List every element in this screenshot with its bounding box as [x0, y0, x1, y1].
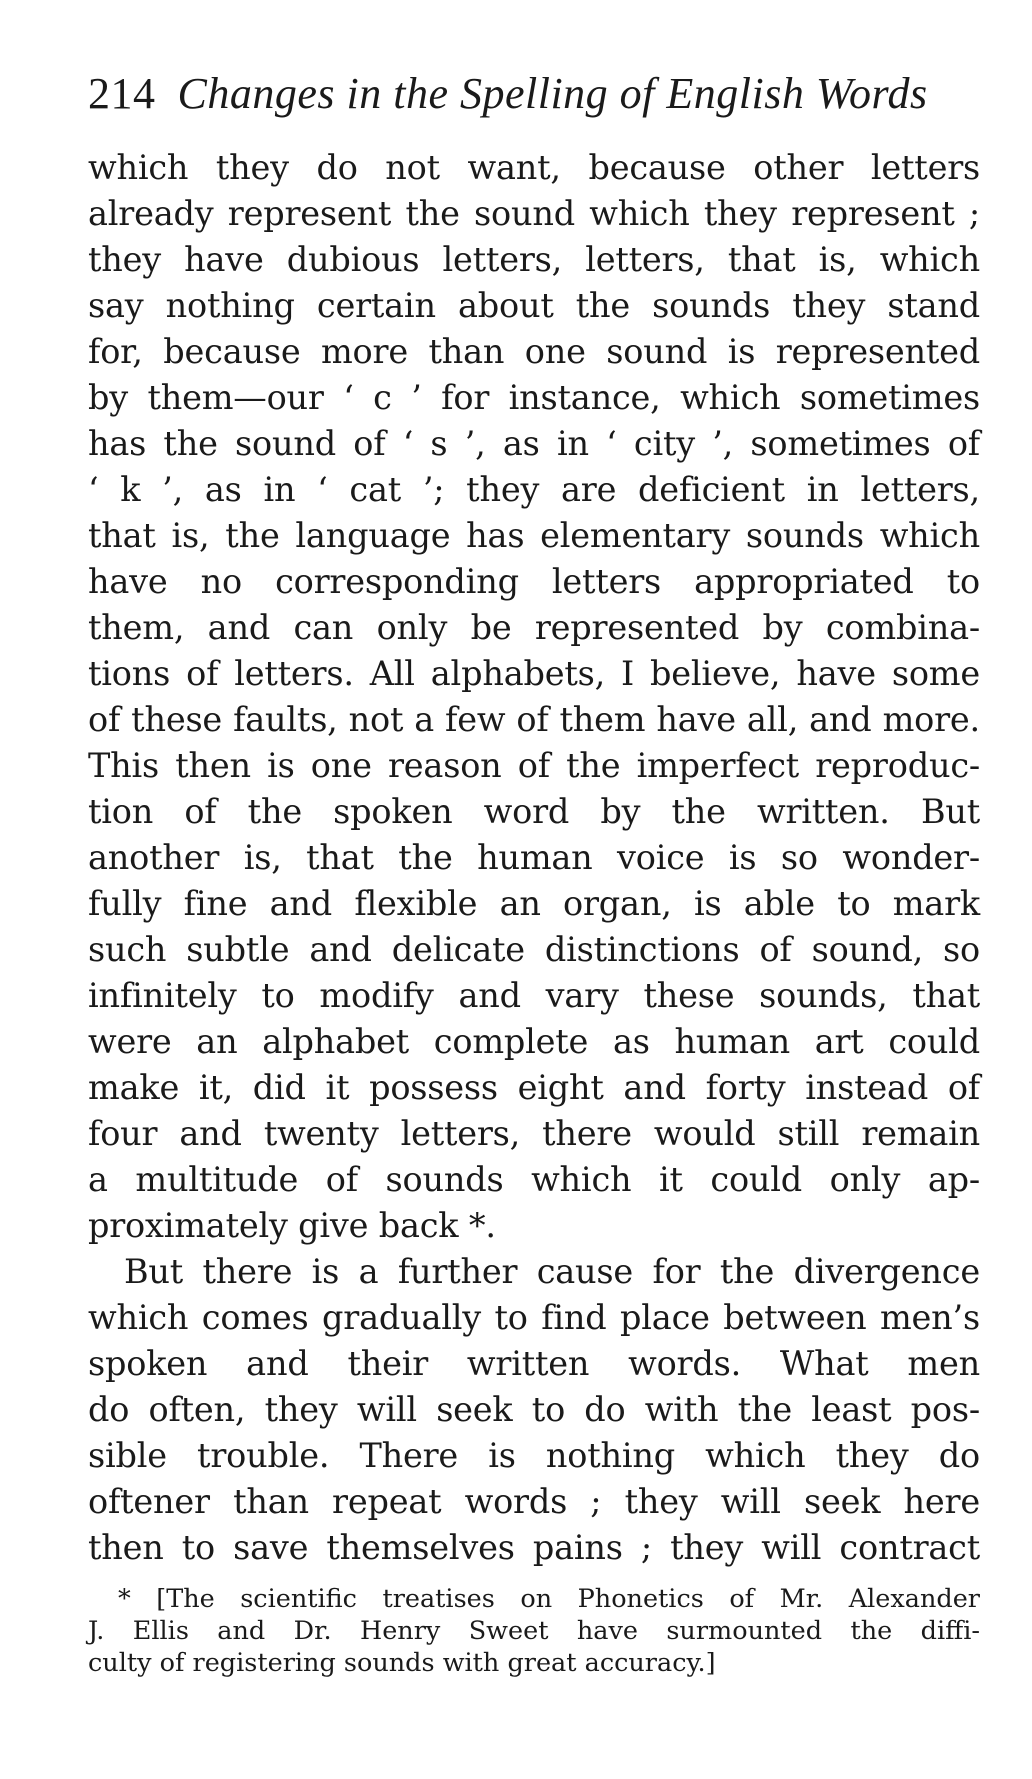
running-head: [88, 66, 988, 122]
text-line: four and twenty letters, there would still remain: [88, 1114, 980, 1153]
text-line: which they do not want, because other letters: [88, 148, 980, 187]
text-line: that is, the language has elementary sounds which: [88, 516, 980, 555]
text-line: such subtle and delicate distinctions of sound, so: [88, 930, 980, 969]
footnote-line: * [The scientific treatises on Phonetics of Mr. Alexander: [118, 1584, 980, 1614]
footnote-line: J. Ellis and Dr. Henry Sweet have surmounted the diffi-: [88, 1616, 980, 1646]
text-line: they have dubious letters, letters, that is, which: [88, 240, 980, 279]
text-line: of these faults, not a few of them have all, and more.: [88, 700, 980, 739]
text-line: for, because more than one sound is represented: [88, 332, 980, 371]
text-line: them, and can only be represented by combina-: [88, 608, 980, 647]
text-line: were an alphabet complete as human art could: [88, 1022, 980, 1061]
text-line: sible trouble. There is nothing which they do: [88, 1436, 980, 1475]
text-line: oftener than repeat words ; they will seek here: [88, 1482, 980, 1521]
text-line: fully fine and flexible an organ, is able to mark: [88, 884, 980, 923]
text-line: another is, that the human voice is so wonder-: [88, 838, 980, 877]
running-title: Changes in the Spelling of English Words: [177, 69, 928, 118]
text-line: already represent the sound which they represent ;: [88, 194, 980, 233]
text-line: say nothing certain about the sounds they stand: [88, 286, 980, 325]
text-line: do often, they will seek to do with the least pos-: [88, 1390, 980, 1429]
body-text: [88, 145, 980, 1571]
text-line: have no corresponding letters appropriated to: [88, 562, 980, 601]
paragraph-end-line: proximately give back *.: [88, 1206, 496, 1245]
text-line: ‘ k ’, as in ‘ cat ’; they are deficient in letters,: [88, 470, 980, 509]
text-line: tion of the spoken word by the written. But: [88, 792, 980, 831]
text-line: has the sound of ‘ s ’, as in ‘ city ’, sometimes of: [88, 424, 980, 463]
text-line: make it, did it possess eight and forty instead of: [88, 1068, 980, 1107]
text-line: then to save themselves pains ; they will contract: [88, 1528, 980, 1567]
text-line: a multitude of sounds which it could only ap-: [88, 1160, 980, 1199]
footnote-line: culty of registering sounds with great accuracy.]: [88, 1648, 716, 1678]
paragraph-start-line: But there is a further cause for the divergence: [124, 1252, 980, 1291]
page-number: 214: [88, 69, 156, 118]
text-line: This then is one reason of the imperfect reproduc-: [88, 746, 980, 785]
text-line: tions of letters. All alphabets, I believe, have some: [88, 654, 980, 693]
text-line: which comes gradually to find place between men’s: [88, 1298, 980, 1337]
footnote: [88, 1583, 980, 1679]
text-line: infinitely to modify and vary these sounds, that: [88, 976, 980, 1015]
text-line: by them—our ‘ c ’ for instance, which sometimes: [88, 378, 980, 417]
text-line: spoken and their written words. What men: [88, 1344, 980, 1383]
